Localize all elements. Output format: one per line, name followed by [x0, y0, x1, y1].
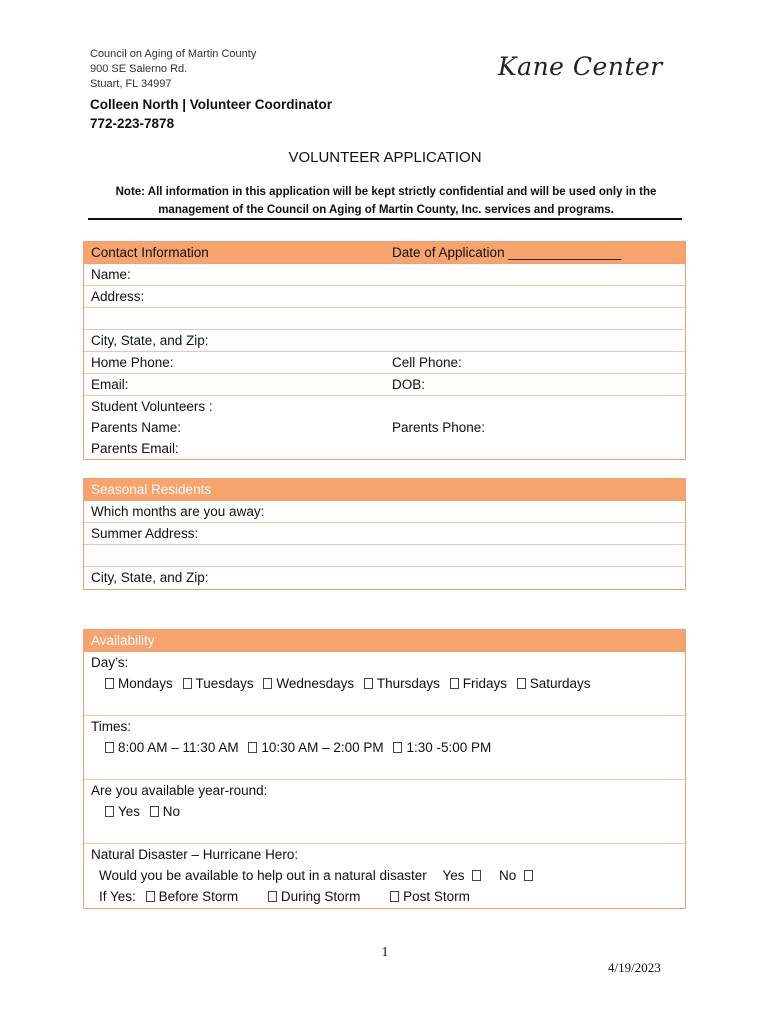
- parents-phone-label: Parents Phone:: [392, 420, 486, 435]
- no-checkbox[interactable]: [150, 806, 159, 817]
- during-storm-checkbox[interactable]: [268, 891, 277, 902]
- address-label: Address:: [91, 289, 145, 304]
- summer-address-line-2[interactable]: [84, 545, 685, 567]
- during-storm-label: During Storm: [280, 889, 361, 904]
- if-yes-label: If Yes:: [99, 889, 136, 904]
- availability-header-row: [84, 630, 685, 652]
- before-storm-checkbox[interactable]: [146, 891, 155, 902]
- afternoon-label: 1:30 -5:00 PM: [406, 740, 492, 755]
- parents-email-row[interactable]: [84, 438, 685, 459]
- seasonal-city-row[interactable]: [84, 567, 685, 589]
- wednesdays-label: Wednesdays: [276, 676, 355, 691]
- coordinator-info: [90, 95, 332, 133]
- divider: [88, 218, 682, 220]
- student-label: Student Volunteers :: [91, 399, 213, 414]
- day-option-fridays[interactable]: [450, 673, 507, 694]
- storm-option-before[interactable]: [146, 886, 239, 907]
- post-storm-label: Post Storm: [403, 889, 470, 904]
- parents-name-row[interactable]: [84, 417, 685, 438]
- thursdays-checkbox[interactable]: [364, 678, 373, 689]
- disaster-question-line: [91, 865, 685, 886]
- post-storm-checkbox[interactable]: [390, 891, 399, 902]
- disaster-yes-checkbox[interactable]: [472, 870, 481, 881]
- home-phone-label: Home Phone:: [91, 355, 174, 370]
- footer-date: 4/19/2023: [608, 960, 661, 975]
- times-options: [91, 737, 685, 758]
- storm-options: [91, 886, 685, 907]
- midday-label: 10:30 AM – 2:00 PM: [261, 740, 384, 755]
- org-city: Stuart, FL 34997: [90, 78, 172, 90]
- page-number: 1: [381, 945, 389, 960]
- tuesdays-label: Tuesdays: [195, 676, 254, 691]
- yes-label: Yes: [118, 804, 141, 819]
- name-row[interactable]: [84, 264, 685, 286]
- afternoon-checkbox[interactable]: [393, 742, 402, 753]
- address-row[interactable]: [84, 286, 685, 308]
- disaster-row: [84, 844, 685, 908]
- year-round-yes[interactable]: [105, 801, 140, 822]
- parents-name-label: Parents Name:: [91, 420, 182, 435]
- mondays-label: Mondays: [118, 676, 173, 691]
- day-option-wednesdays[interactable]: [263, 673, 354, 694]
- morning-checkbox[interactable]: [105, 742, 114, 753]
- name-label: Name:: [91, 267, 131, 282]
- summer-address-row[interactable]: [84, 523, 685, 545]
- org-street: 900 SE Salerno Rd.: [90, 63, 188, 75]
- disaster-no-checkbox[interactable]: [524, 870, 533, 881]
- summer-address-label: Summer Address:: [91, 526, 199, 541]
- seasonal-heading: Seasonal Residents: [91, 482, 212, 497]
- day-option-tuesdays[interactable]: [183, 673, 254, 694]
- thursdays-label: Thursdays: [376, 676, 440, 691]
- contact-heading: Contact Information: [91, 245, 209, 260]
- days-label: Day’s:: [91, 655, 129, 670]
- city-row[interactable]: [84, 330, 685, 352]
- page-title: VOLUNTEER APPLICATION: [288, 149, 482, 166]
- no-label: No: [162, 804, 181, 819]
- disaster-yes-label: Yes: [442, 868, 465, 883]
- months-away-row[interactable]: [84, 501, 685, 523]
- time-option-morning[interactable]: [105, 737, 239, 758]
- saturdays-label: Saturdays: [529, 676, 591, 691]
- email-row[interactable]: [84, 374, 685, 396]
- day-option-mondays[interactable]: [105, 673, 173, 694]
- contact-section: [83, 241, 686, 460]
- disaster-question: Would you be available to help out in a natural disaster: [99, 868, 427, 883]
- mondays-checkbox[interactable]: [105, 678, 114, 689]
- seasonal-section: [83, 478, 686, 590]
- kane-center-logo: Kane Center: [498, 52, 663, 81]
- date-of-application[interactable]: Date of Application _______________: [392, 245, 621, 260]
- wednesdays-checkbox[interactable]: [263, 678, 272, 689]
- contact-header-row: [84, 242, 685, 264]
- months-away-label: Which months are you away:: [91, 504, 265, 519]
- cell-phone-label: Cell Phone:: [392, 355, 462, 370]
- time-option-afternoon[interactable]: [393, 737, 491, 758]
- year-round-label: Are you available year-round:: [91, 783, 268, 798]
- disaster-label: Natural Disaster – Hurricane Hero:: [91, 847, 299, 862]
- parents-email-label: Parents Email:: [91, 441, 179, 456]
- days-options: [91, 673, 685, 694]
- org-name: Council on Aging of Martin County: [90, 48, 257, 60]
- coordinator-name: Colleen North | Volunteer Coordinator: [90, 97, 333, 112]
- student-row: [84, 396, 685, 417]
- seasonal-header-row: [84, 479, 685, 501]
- fridays-checkbox[interactable]: [450, 678, 459, 689]
- disaster-no-label: No: [499, 868, 517, 883]
- morning-label: 8:00 AM – 11:30 AM: [118, 740, 239, 755]
- before-storm-label: Before Storm: [158, 889, 239, 904]
- availability-heading: Availability: [91, 633, 155, 648]
- year-round-row: [84, 780, 685, 844]
- midday-checkbox[interactable]: [248, 742, 257, 753]
- time-option-midday[interactable]: [248, 737, 383, 758]
- storm-option-during[interactable]: [268, 886, 361, 907]
- yes-checkbox[interactable]: [105, 806, 114, 817]
- times-row: [84, 716, 685, 780]
- availability-section: [83, 629, 686, 909]
- day-option-thursdays[interactable]: [364, 673, 440, 694]
- saturdays-checkbox[interactable]: [517, 678, 526, 689]
- dob-label: DOB:: [392, 377, 426, 392]
- city-label: City, State, and Zip:: [91, 333, 209, 348]
- tuesdays-checkbox[interactable]: [183, 678, 192, 689]
- fridays-label: Fridays: [462, 676, 507, 691]
- phone-row[interactable]: [84, 352, 685, 374]
- storm-option-post[interactable]: [390, 886, 470, 907]
- year-round-no[interactable]: [150, 801, 180, 822]
- day-option-saturdays[interactable]: [517, 673, 591, 694]
- confidentiality-note: Note: All information in this application will be kept strictly confidential and will be used only in the management of the Council on Aging of Martin County, Inc. services and programs.: [115, 186, 657, 216]
- org-address: [90, 47, 256, 92]
- seasonal-city-label: City, State, and Zip:: [91, 570, 209, 585]
- address-line-2[interactable]: [84, 308, 685, 330]
- coordinator-phone: 772-223-7878: [90, 116, 175, 131]
- times-label: Times:: [91, 719, 131, 734]
- email-label: Email:: [91, 377, 129, 392]
- year-round-options: [91, 801, 685, 822]
- days-row: [84, 652, 685, 716]
